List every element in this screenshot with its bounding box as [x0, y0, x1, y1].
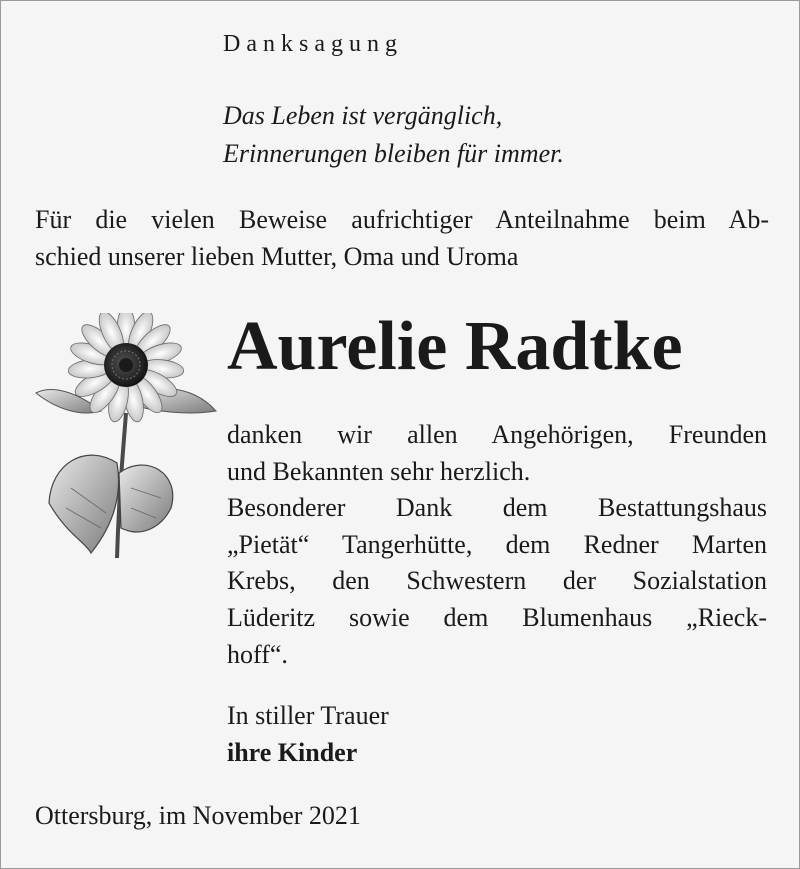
place-date: Ottersburg, im November 2021 — [35, 801, 361, 830]
thanks-line: Besonderer Dank dem Bestattungshaus — [227, 493, 767, 523]
thanks-line: Lüderitz sowie dem Blumenhaus „Rieck- — [227, 602, 767, 632]
thanks-line: „Pietät“ Tangerhütte, dem Redner Marten — [227, 529, 767, 559]
intro-text — [35, 201, 769, 275]
sunflower-illustration — [31, 313, 226, 563]
signature: ihre Kinder — [227, 738, 358, 767]
notice-heading: Danksagung — [223, 31, 403, 57]
closing-phrase: In stiller Trauer — [227, 701, 389, 730]
intro-line: Für die vielen Beweise aufrichtiger Anteilnahme beim Ab- — [35, 205, 769, 234]
memorial-quote — [223, 97, 564, 173]
intro-line: schied unserer lieben Mutter, Oma und Uroma — [35, 242, 519, 271]
closing-block — [227, 697, 389, 771]
thanks-line: hoff“. — [227, 639, 288, 669]
quote-line: Das Leben ist vergänglich, — [223, 101, 503, 130]
deceased-name: Aurelie Radtke — [227, 308, 683, 385]
thanks-line: und Bekannten sehr herzlich. — [227, 456, 531, 486]
thanks-line: Krebs, den Schwestern der Sozialstation — [227, 566, 767, 596]
quote-line: Erinnerungen bleiben für immer. — [223, 139, 564, 168]
thanks-text — [227, 417, 767, 673]
thanks-line: danken wir allen Angehörigen, Freunden — [227, 420, 767, 449]
